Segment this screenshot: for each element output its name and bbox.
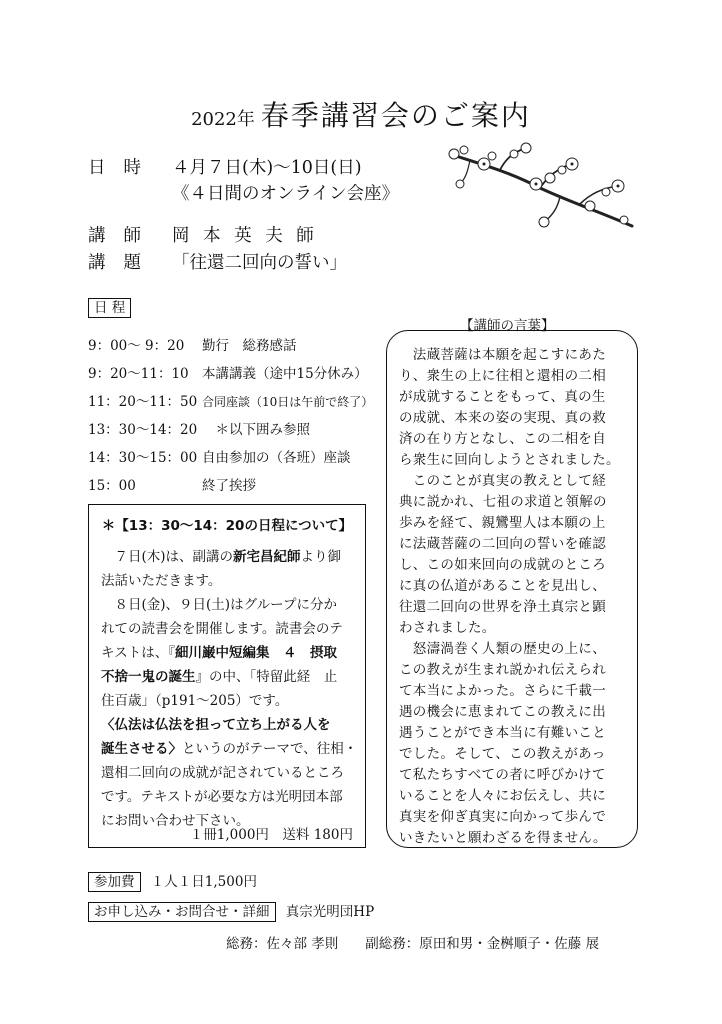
words-line: て本当によかった。さらに千載一 xyxy=(399,683,606,699)
schedule-row: 11：20〜11：50 合同座談（10日は午前で終了） xyxy=(88,394,374,410)
notice-line: れての読書会を開催します。読書会のテ xyxy=(101,621,343,637)
words-line: 法蔵菩薩は本願を起こすにあた xyxy=(399,347,606,363)
contact-label: お申し込み・お問合せ・詳細 xyxy=(88,902,276,922)
words-line: この教えが生まれ説かれ伝えられ xyxy=(399,662,606,678)
words-line: り、衆生の上に往相と還相の二相 xyxy=(399,368,606,384)
notice-line: 還相二回向の成就が記されているところ xyxy=(101,765,344,781)
words-line: このことが真実の教えとして経 xyxy=(399,473,606,489)
date-note: 《４日間のオンライン会座》 xyxy=(172,184,399,204)
words-title: 【講師の言葉】 xyxy=(460,318,555,334)
notice-line: です。テキストが必要な方は光明団本部 xyxy=(101,789,343,805)
words-line: 典に説かれ、七祖の求道と領解の xyxy=(399,494,607,510)
words-line: 真実を仰ぎ真実に向かって歩んで xyxy=(399,809,606,825)
words-line: の成就、本来の姿の実現、真の救 xyxy=(399,410,606,426)
date-row xyxy=(88,154,362,179)
title-year: 2022年 xyxy=(191,109,255,130)
schedule-row: 9：20〜11：10 本講講義（途中15分休み） xyxy=(88,366,368,382)
words-line: に真の仏道があることを見出し、 xyxy=(399,578,606,594)
fee-label: 参加費 xyxy=(88,872,141,892)
words-line: 歩みを経て、親鸞聖人は本願の上 xyxy=(399,515,606,531)
words-line: 遇うことができ本当に有難いこと xyxy=(399,725,606,741)
date-value: ４月７日(木)〜10日(日) xyxy=(172,158,362,178)
schedule-row: 14：30〜15：00 自由参加の（各班）座談 xyxy=(88,450,351,466)
words-line: 遇の機会に恵まれてこの教えに出 xyxy=(399,704,606,720)
notice-line: キストは、『細川巌中短編集 ４ 摂取 xyxy=(101,645,337,661)
schedule-row: 9：00〜 9：20 勤行 総務感話 xyxy=(88,338,297,354)
topic-label: 講題 xyxy=(88,253,159,273)
notice-line: 法話いただきます。 xyxy=(101,573,222,589)
contact-row xyxy=(88,900,374,920)
date-label: 日時 xyxy=(88,158,159,178)
words-box xyxy=(386,330,638,848)
words-line: が成就することをもって、真の生 xyxy=(399,389,606,405)
page-title xyxy=(0,94,722,134)
lecturer-label: 講師 xyxy=(88,226,159,246)
words-line: 怒濤渦巻く人類の歴史の上に、 xyxy=(399,641,606,657)
lecturer-value: 岡 本 英 夫 師 xyxy=(172,226,318,246)
notice-line: ７日(木)は、副講の新宅昌紀師より御 xyxy=(101,549,342,565)
words-line: でした。そして、この教えがあっ xyxy=(399,746,606,762)
notice-box xyxy=(88,504,366,848)
contact-value: 真宗光明団HP xyxy=(285,904,375,920)
notice-line: 〈仏法は仏法を担って立ち上がる人を xyxy=(101,717,331,733)
plum-blossom-icon xyxy=(440,142,640,234)
notice-heading: ＊【13：30〜14：20の日程について】 xyxy=(101,518,353,534)
schedule-label: 日 程 xyxy=(88,296,131,316)
title-main: 春季講習会のご案内 xyxy=(260,99,531,132)
words-line: いきたいと願わざるを得ません。 xyxy=(399,830,607,846)
schedule-row: 13：30〜14：20 ＊以下囲み参照 xyxy=(88,422,310,438)
words-line: に法蔵菩薩の二回向の誓いを確認 xyxy=(399,536,606,552)
words-line: いることを人々にお伝えし、共に xyxy=(399,788,606,804)
notice-line: 住百歳」（p191〜205）です。 xyxy=(101,693,289,709)
lecturer-row xyxy=(88,222,318,247)
words-line: ら衆生に回向しようとされました。 xyxy=(399,452,620,468)
words-line: て私たちすべての者に呼びかけて xyxy=(399,767,606,783)
fee-row xyxy=(88,870,257,890)
schedule-row: 15：00 終了挨拶 xyxy=(88,478,256,494)
notice-line: にお問い合わせ下さい。 xyxy=(101,813,250,829)
words-line: し、この如来回向の成就のところ xyxy=(399,557,606,573)
staff-line: 総務：佐々部 孝則 副総務：原田和男・金桝順子・佐藤 展 xyxy=(226,936,600,952)
topic-value: 「往還二回向の誓い」 xyxy=(172,253,347,273)
notice-line: ８日(金)、９日(土)はグループに分か xyxy=(101,597,337,613)
words-line: 済の在り方となし、この二相を自 xyxy=(399,431,606,447)
words-line: わされました。 xyxy=(399,620,496,636)
notice-line: 誕生させる〉というのがテーマで、往相・ xyxy=(101,741,358,757)
words-line: 往還二回向の世界を浄土真宗と顕 xyxy=(399,599,606,615)
fee-value: １人１日1,500円 xyxy=(150,874,257,890)
notice-price: １冊1,000円 送料 180円 xyxy=(189,827,353,843)
topic-row xyxy=(88,249,347,274)
notice-line: 不捨一鬼の誕生』の中、「特留此経 止 xyxy=(101,669,338,685)
